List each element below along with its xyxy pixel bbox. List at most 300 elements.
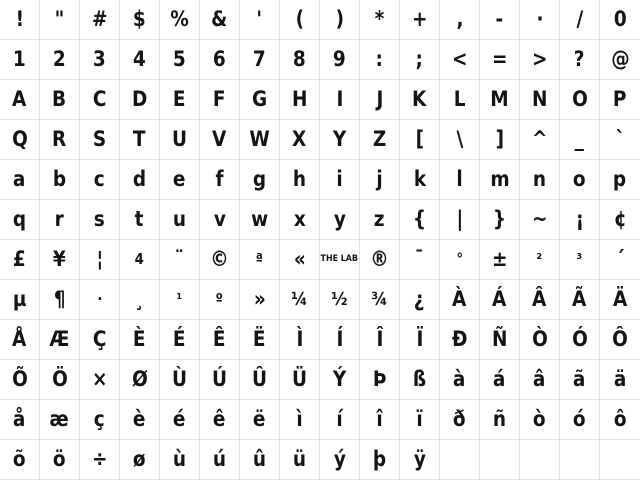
glyph-cell[interactable] [160,120,200,160]
glyph-cell[interactable] [160,160,200,200]
glyph-cell[interactable] [600,400,640,440]
glyph-cell[interactable] [120,360,160,400]
glyph-cell[interactable] [40,40,80,80]
glyph-character: $ [133,7,146,31]
glyph-character: ¡ [575,207,584,231]
glyph-character: F [213,87,226,111]
glyph-cell[interactable] [440,400,480,440]
glyph-cell[interactable] [120,400,160,440]
glyph-cell[interactable] [200,40,240,80]
glyph-cell[interactable] [280,0,320,40]
glyph-cell[interactable] [240,360,280,400]
glyph-cell[interactable] [600,280,640,320]
glyph-cell[interactable] [160,280,200,320]
glyph-cell[interactable] [40,200,80,240]
glyph-cell[interactable] [600,200,640,240]
glyph-cell[interactable] [40,400,80,440]
glyph-character: 8 [293,47,306,71]
glyph-cell[interactable] [360,160,400,200]
glyph-cell[interactable] [40,80,80,120]
glyph-character: ± [491,247,508,271]
glyph-cell[interactable] [440,240,480,280]
glyph-character: t [135,207,144,231]
glyph-cell[interactable] [280,240,320,280]
glyph-character: þ [372,447,387,471]
glyph-cell[interactable] [80,80,120,120]
glyph-character: R [52,127,67,151]
glyph-cell[interactable] [560,40,600,80]
glyph-cell[interactable] [280,80,320,120]
glyph-character: 7 [253,47,266,71]
glyph-cell[interactable] [480,160,520,200]
glyph-cell[interactable] [320,400,360,440]
glyph-cell[interactable] [360,440,400,480]
glyph-cell[interactable] [360,80,400,120]
glyph-cell[interactable] [520,40,560,80]
glyph-character: g [252,167,267,191]
glyph-character: k [413,167,426,191]
glyph-character: · [96,290,103,308]
glyph-cell[interactable] [120,80,160,120]
glyph-cell[interactable] [160,440,200,480]
glyph-cell[interactable] [520,80,560,120]
glyph-character: c [94,167,105,191]
glyph-cell[interactable] [520,320,560,360]
glyph-cell[interactable] [40,280,80,320]
glyph-cell[interactable] [80,200,120,240]
glyph-character: î [376,407,383,431]
glyph-cell[interactable] [200,0,240,40]
glyph-character: ( [295,7,304,31]
glyph-character: b [52,167,67,191]
glyph-character: H [291,87,308,111]
glyph-cell[interactable] [120,160,160,200]
glyph-cell[interactable] [520,400,560,440]
glyph-character: æ [49,407,70,431]
glyph-cell[interactable] [320,200,360,240]
glyph-character: < [451,47,468,71]
glyph-cell[interactable] [560,400,600,440]
glyph-cell[interactable] [0,80,40,120]
glyph-character: ? [574,47,585,71]
glyph-character: ä [613,367,627,391]
glyph-character: ß [412,367,427,391]
glyph-cell[interactable] [400,400,440,440]
glyph-character: ô [613,407,627,431]
glyph-character: v [213,207,226,231]
glyph-cell[interactable] [320,360,360,400]
glyph-character: " [54,7,65,31]
glyph-cell[interactable] [400,240,440,280]
glyph-character: 4 [133,47,146,71]
glyph-cell[interactable] [280,360,320,400]
glyph-character: ² [536,250,543,268]
glyph-cell[interactable] [120,280,160,320]
glyph-cell[interactable] [280,320,320,360]
glyph-character: ý [333,447,346,471]
glyph-character: Å [12,327,27,351]
glyph-character: Û [251,367,268,391]
glyph-character: * [374,7,385,31]
glyph-cell[interactable] [360,0,400,40]
glyph-character: ª [255,250,264,268]
glyph-cell[interactable] [440,360,480,400]
glyph-cell[interactable] [520,0,560,40]
glyph-cell[interactable] [440,160,480,200]
glyph-cell[interactable] [40,120,80,160]
glyph-cell[interactable] [360,40,400,80]
glyph-cell[interactable] [320,0,360,40]
glyph-cell[interactable] [360,120,400,160]
glyph-cell[interactable] [360,240,400,280]
glyph-character: o [573,167,586,191]
glyph-character: q [12,207,27,231]
glyph-cell[interactable] [200,280,240,320]
glyph-cell[interactable] [160,0,200,40]
glyph-character: Î [376,327,383,351]
glyph-cell[interactable] [160,360,200,400]
glyph-cell[interactable] [560,200,600,240]
glyph-cell[interactable] [360,400,400,440]
glyph-character: V [212,127,227,151]
glyph-cell[interactable] [440,280,480,320]
glyph-cell[interactable] [240,160,280,200]
glyph-character: = [491,47,508,71]
glyph-cell[interactable] [200,120,240,160]
glyph-cell[interactable] [160,40,200,80]
glyph-cell[interactable] [80,120,120,160]
glyph-character: £ [13,247,26,271]
glyph-cell[interactable] [280,440,320,480]
glyph-character: Ò [531,327,548,351]
glyph-cell[interactable] [320,280,360,320]
glyph-cell[interactable] [400,280,440,320]
glyph-character: } [492,207,507,231]
glyph-cell[interactable] [480,400,520,440]
glyph-cell[interactable] [560,360,600,400]
glyph-cell[interactable] [200,240,240,280]
glyph-character: N [531,87,548,111]
glyph-cell[interactable] [0,240,40,280]
glyph-cell[interactable] [600,0,640,40]
glyph-character: Ö [51,367,68,391]
glyph-cell[interactable] [200,360,240,400]
glyph-character: O [571,87,588,111]
glyph-cell[interactable] [200,320,240,360]
glyph-cell[interactable] [280,120,320,160]
glyph-cell[interactable] [440,80,480,120]
glyph-cell[interactable] [0,320,40,360]
glyph-cell[interactable] [480,40,520,80]
glyph-cell[interactable] [80,240,120,280]
glyph-cell[interactable] [600,120,640,160]
glyph-cell[interactable] [320,240,360,280]
glyph-cell[interactable] [360,320,400,360]
glyph-cell[interactable] [320,120,360,160]
glyph-cell[interactable] [480,280,520,320]
glyph-character: P [613,87,627,111]
glyph-cell[interactable] [520,280,560,320]
glyph-cell[interactable] [240,0,280,40]
glyph-cell[interactable] [560,160,600,200]
glyph-cell[interactable] [240,120,280,160]
glyph-character: : [375,47,384,71]
glyph-character: j [376,167,383,191]
glyph-cell[interactable] [440,320,480,360]
glyph-cell[interactable] [40,440,80,480]
glyph-character: 2 [53,47,66,71]
glyph-cell[interactable] [0,0,40,40]
glyph-cell[interactable] [40,240,80,280]
glyph-character: È [133,327,146,351]
glyph-character: J [376,87,383,111]
glyph-character: Í [336,327,343,351]
glyph-character: × [91,367,108,391]
glyph-character: Ü [291,367,308,391]
glyph-cell[interactable] [400,120,440,160]
glyph-cell[interactable] [160,240,200,280]
glyph-cell[interactable] [520,200,560,240]
glyph-cell[interactable] [320,320,360,360]
glyph-cell[interactable] [520,360,560,400]
glyph-cell[interactable] [320,80,360,120]
glyph-character: Ê [213,327,226,351]
glyph-character: À [452,287,467,311]
glyph-character: ¢ [613,207,627,231]
glyph-cell[interactable] [160,80,200,120]
glyph-character: S [92,127,107,151]
glyph-character: Ú [211,367,228,391]
glyph-cell[interactable] [80,360,120,400]
glyph-cell[interactable] [240,80,280,120]
glyph-cell[interactable] [320,40,360,80]
glyph-character: ü [292,447,307,471]
glyph-cell[interactable] [600,360,640,400]
glyph-character: f [215,167,224,191]
glyph-character: C [92,87,107,111]
glyph-character: Ç [92,327,107,351]
glyph-cell[interactable] [400,40,440,80]
glyph-character: ^ [531,127,548,151]
glyph-cell[interactable] [520,240,560,280]
glyph-cell[interactable] [120,120,160,160]
glyph-cell[interactable] [600,240,640,280]
glyph-cell[interactable] [0,120,40,160]
glyph-character: n [532,167,547,191]
glyph-cell[interactable] [120,0,160,40]
glyph-character: e [173,167,186,191]
glyph-character: ÷ [91,447,108,471]
glyph-cell[interactable] [480,200,520,240]
glyph-cell[interactable] [400,360,440,400]
glyph-cell[interactable] [600,320,640,360]
glyph-character: í [336,407,343,431]
glyph-cell[interactable] [360,200,400,240]
glyph-cell[interactable] [480,80,520,120]
glyph-character: ó [573,407,586,431]
glyph-cell[interactable] [400,0,440,40]
glyph-character: ò [533,407,546,431]
glyph-cell[interactable] [80,280,120,320]
glyph-cell[interactable] [120,240,160,280]
glyph-cell[interactable] [120,40,160,80]
glyph-cell[interactable] [360,360,400,400]
glyph-cell[interactable] [280,40,320,80]
glyph-character: » [253,287,266,311]
glyph-cell[interactable] [0,280,40,320]
glyph-cell[interactable] [360,280,400,320]
glyph-cell[interactable] [80,320,120,360]
glyph-cell[interactable] [480,440,520,480]
glyph-cell[interactable] [600,440,640,480]
glyph-cell[interactable] [520,120,560,160]
glyph-character: ¾ [371,288,388,310]
glyph-cell[interactable] [480,0,520,40]
glyph-character: ] [495,127,504,151]
glyph-cell[interactable] [240,440,280,480]
glyph-character: Ý [332,367,347,391]
glyph-cell[interactable] [240,240,280,280]
glyph-cell[interactable] [480,240,520,280]
glyph-character: Ó [571,327,588,351]
glyph-cell[interactable] [560,280,600,320]
glyph-cell[interactable] [160,200,200,240]
glyph-character: 9 [333,47,346,71]
glyph-character: ½ [331,288,348,310]
glyph-cell[interactable] [320,160,360,200]
glyph-character: D [131,87,148,111]
glyph-cell[interactable] [120,200,160,240]
glyph-character: µ [12,287,27,311]
glyph-cell[interactable] [400,320,440,360]
glyph-cell[interactable] [560,440,600,480]
glyph-cell[interactable] [0,400,40,440]
glyph-character: Ë [253,327,266,351]
glyph-cell[interactable] [480,120,520,160]
glyph-cell[interactable] [240,200,280,240]
glyph-cell[interactable] [120,320,160,360]
glyph-character: ` [615,127,625,151]
glyph-cell[interactable] [440,40,480,80]
glyph-cell[interactable] [440,120,480,160]
glyph-cell[interactable] [560,240,600,280]
glyph-cell[interactable] [240,40,280,80]
glyph-cell[interactable] [280,280,320,320]
glyph-cell[interactable] [40,360,80,400]
glyph-cell[interactable] [0,360,40,400]
glyph-cell[interactable] [200,80,240,120]
glyph-cell[interactable] [160,320,200,360]
glyph-character: ¥ [53,247,66,271]
glyph-cell[interactable] [200,200,240,240]
glyph-character: [ [415,127,424,151]
glyph-character: h [292,167,307,191]
glyph-cell[interactable] [0,440,40,480]
glyph-character: \ [456,127,463,151]
glyph-character: è [133,407,146,431]
glyph-character: y [333,207,346,231]
glyph-cell[interactable] [600,80,640,120]
glyph-character: à [453,367,466,391]
glyph-cell[interactable] [400,80,440,120]
glyph-cell[interactable] [520,160,560,200]
glyph-character: ñ [492,407,507,431]
glyph-character: & [211,7,228,31]
glyph-cell[interactable] [240,320,280,360]
glyph-cell[interactable] [40,320,80,360]
glyph-character: G [251,87,268,111]
glyph-character: å [13,407,26,431]
glyph-cell[interactable] [80,0,120,40]
glyph-cell[interactable] [120,440,160,480]
glyph-cell[interactable] [80,40,120,80]
glyph-character: û [252,447,267,471]
glyph-cell[interactable] [0,160,40,200]
glyph-cell[interactable] [160,400,200,440]
glyph-cell[interactable] [240,400,280,440]
glyph-character: ì [296,407,303,431]
glyph-cell[interactable] [600,160,640,200]
glyph-cell[interactable] [560,320,600,360]
glyph-cell[interactable] [520,440,560,480]
glyph-cell[interactable] [0,200,40,240]
glyph-cell[interactable] [0,40,40,80]
glyph-cell[interactable] [240,280,280,320]
glyph-character: Þ [372,367,387,391]
glyph-cell[interactable] [400,160,440,200]
glyph-cell[interactable] [560,80,600,120]
glyph-cell[interactable] [400,440,440,480]
glyph-cell[interactable] [40,160,80,200]
glyph-cell[interactable] [80,400,120,440]
glyph-character: Q [11,127,28,151]
glyph-cell[interactable] [560,120,600,160]
glyph-character: É [173,327,186,351]
glyph-cell[interactable] [80,440,120,480]
glyph-character: Ô [612,327,628,351]
glyph-cell[interactable] [200,440,240,480]
glyph-cell[interactable] [480,360,520,400]
glyph-character: ¹ [176,290,183,308]
glyph-character: # [91,7,108,31]
glyph-character: / [576,7,583,31]
glyph-cell[interactable] [600,40,640,80]
glyph-cell[interactable] [200,400,240,440]
glyph-cell[interactable] [280,400,320,440]
glyph-cell[interactable] [80,160,120,200]
glyph-character: 3 [93,47,106,71]
glyph-character: THE LAB [320,253,359,264]
glyph-cell[interactable] [560,0,600,40]
glyph-cell[interactable] [480,320,520,360]
glyph-cell[interactable] [280,200,320,240]
glyph-character: 1 [13,47,26,71]
glyph-character: { [412,207,427,231]
glyph-character: ³ [576,250,583,268]
glyph-cell[interactable] [440,0,480,40]
glyph-cell[interactable] [320,440,360,480]
glyph-character: º [215,290,224,308]
glyph-cell[interactable] [440,200,480,240]
glyph-character: A [12,87,27,111]
glyph-cell[interactable] [400,200,440,240]
glyph-character: M [490,87,509,111]
glyph-character: i [336,167,343,191]
glyph-cell[interactable] [440,440,480,480]
glyph-cell[interactable] [200,160,240,200]
glyph-cell[interactable] [40,0,80,40]
glyph-cell[interactable] [280,160,320,200]
